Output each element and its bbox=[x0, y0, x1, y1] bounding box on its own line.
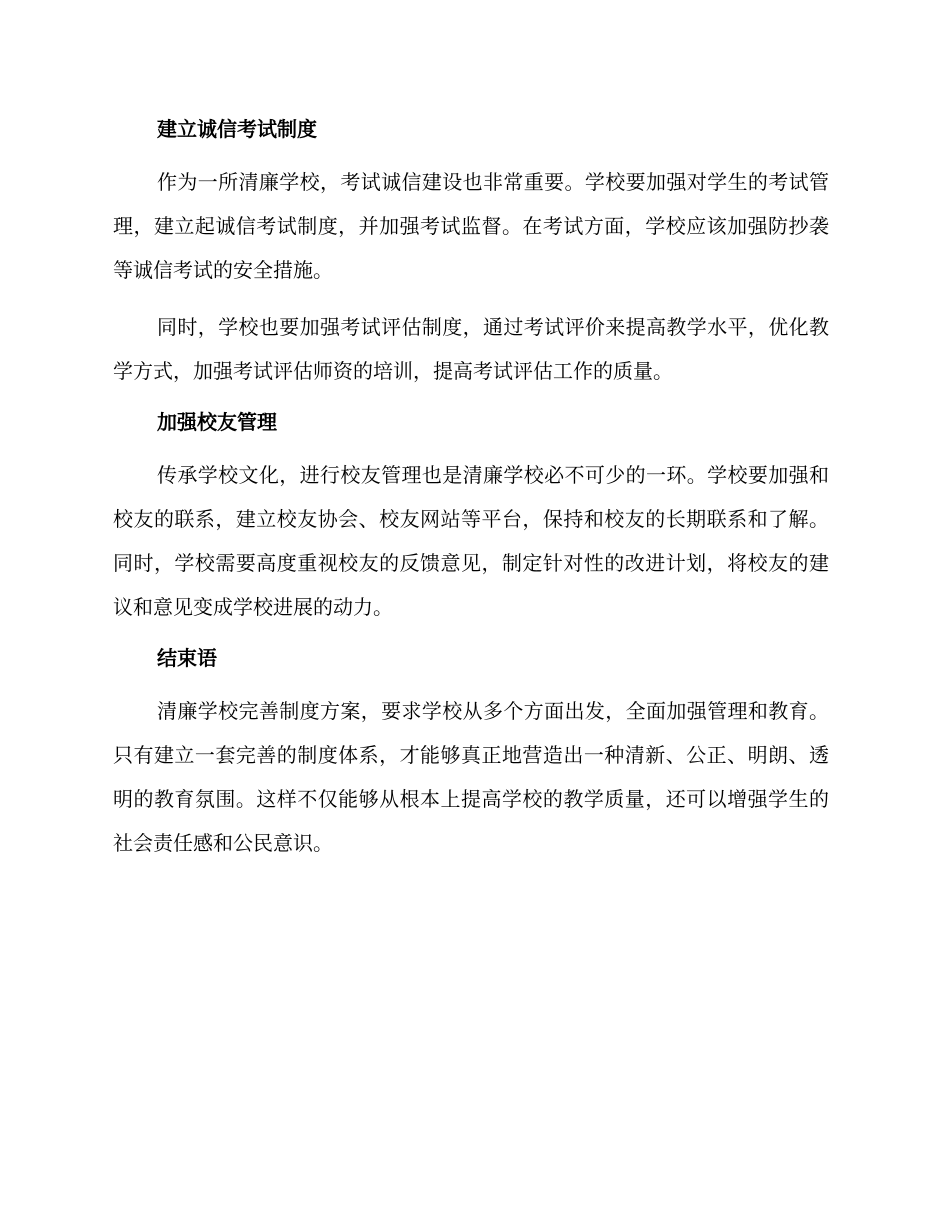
section-paragraph: 作为一所清廉学校，考试诚信建设也非常重要。学校要加强对学生的考试管理，建立起诚信考试制度，并加强考试监督。在考试方面，学校应该加强防抄袭等诚信考试的安全措施。 bbox=[113, 170, 829, 282]
document-body bbox=[113, 111, 829, 865]
section-heading: 建立诚信考试制度 bbox=[157, 117, 317, 141]
section-paragraph: 同时，学校也要加强考试评估制度，通过考试评价来提高教学水平，优化教学方式，加强考试评估师资的培训，提高考试评估工作的质量。 bbox=[113, 315, 829, 383]
section-heading: 结束语 bbox=[157, 646, 217, 670]
section-heading: 加强校友管理 bbox=[157, 410, 277, 434]
section-paragraph: 清廉学校完善制度方案，要求学校从多个方面出发，全面加强管理和教育。只有建立一套完善的制度体系，才能够真正地营造出一种清新、公正、明朗、透明的教育氛围。这样不仅能够从根本上提高学校的教学质量，还可以增强学生的社会责任感和公民意识。 bbox=[113, 699, 829, 855]
section-paragraph: 传承学校文化，进行校友管理也是清廉学校必不可少的一环。学校要加强和校友的联系，建立校友协会、校友网站等平台，保持和校友的长期联系和了解。同时，学校需要高度重视校友的反馈意见，制定针对性的改进计划，将校友的建议和意见变成学校进展的动力。 bbox=[113, 463, 829, 619]
